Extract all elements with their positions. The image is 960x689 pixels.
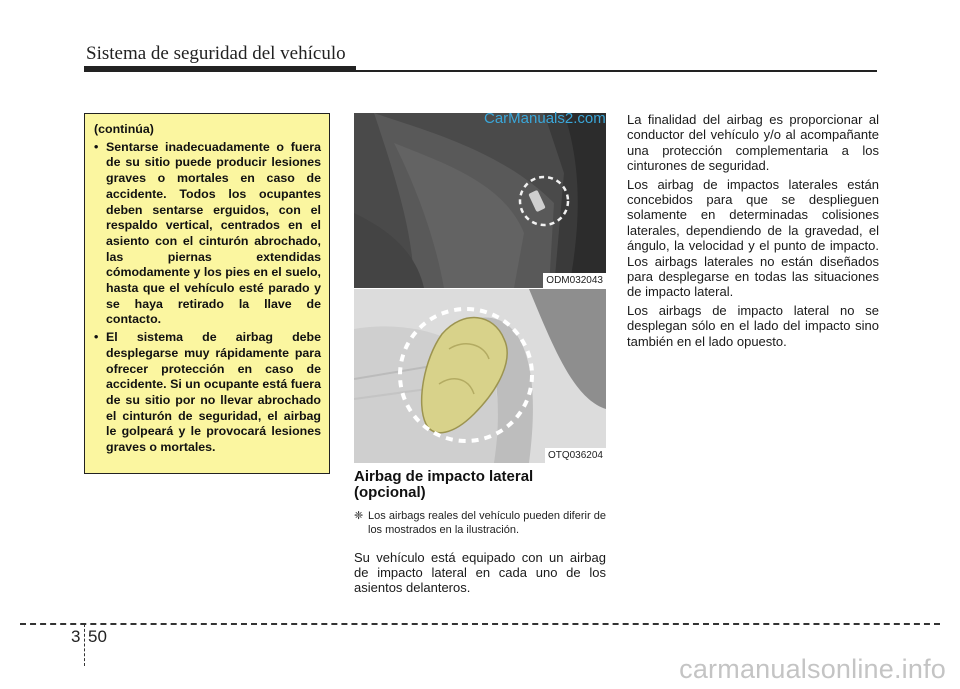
page-number: 50 bbox=[88, 627, 107, 646]
header-rule-thin bbox=[84, 70, 877, 72]
right-column bbox=[627, 112, 879, 352]
illustration-note bbox=[354, 509, 606, 537]
seat-illustration bbox=[354, 113, 606, 288]
deployed-airbag-figure bbox=[354, 289, 606, 463]
footer-divider bbox=[20, 623, 940, 625]
section-paragraph: Su vehículo está equipado con un airbag de impacto lateral en cada uno de los asientos delanteros. bbox=[354, 550, 606, 595]
figure-code: ODM032043 bbox=[543, 273, 606, 288]
right-paragraph: Los airbag de impactos laterales están concebidos para que se desplieguen solamente en determinadas colisiones laterales, dependiendo de la gravedad, el ángulo, la velocidad y el punto de impacto. Los airbags laterales no están diseñados para desplegarse en todas las situaciones de impacto lateral. bbox=[627, 176, 879, 300]
right-paragraph: Los airbags de impacto lateral no se desplegan sólo en el lado del impacto sino también en el lado opuesto. bbox=[627, 302, 879, 349]
warning-item: • El sistema de airbag debe desplegarse muy rápidamente para ofrecer protección en caso de accidente. Si un ocupante está fuera de su sitio por no llevar abrochado el cinturón de seguridad, el airbag le golpeará y le provocará lesiones graves o mortales. bbox=[94, 330, 321, 456]
footer-vertical-divider bbox=[84, 624, 85, 666]
carmanuals-watermark: CarManuals2.com bbox=[484, 110, 606, 127]
figure-code: OTQ036204 bbox=[545, 448, 606, 463]
warning-box bbox=[84, 113, 330, 474]
note-mark: ❈ bbox=[354, 510, 364, 522]
warning-continued: (continúa) bbox=[94, 122, 154, 136]
site-watermark: carmanualsonline.info bbox=[679, 654, 946, 684]
seat-airbag-figure bbox=[354, 113, 606, 288]
right-paragraph: La finalidad del airbag es proporcionar al conductor del vehículo y/o al acompañante una protección complementaria a los cinturones de seguridad. bbox=[627, 112, 879, 174]
page-header-title: Sistema de seguridad del vehículo bbox=[86, 43, 346, 64]
section-title: Airbag de impacto lateral (opcional) bbox=[354, 468, 534, 501]
airbag-illustration bbox=[354, 289, 606, 463]
chapter-number: 3 bbox=[71, 627, 81, 646]
warning-item: • Sentarse inadecuadamente o fuera de su sitio puede producir lesiones graves o mortales en caso de accidente. Todos los ocupantes deben sentarse erguidos, con el respaldo vertical, centrados en el asiento con el cinturón abrochado, las piernas extendidas cómodamente y los pies en el suelo, hasta que el vehículo esté parado y se haya retirado la llave de contacto. bbox=[94, 140, 321, 328]
note-text: Los airbags reales del vehículo pueden diferir de los mostrados en la ilustración. bbox=[368, 510, 606, 536]
warning-list bbox=[94, 140, 321, 456]
